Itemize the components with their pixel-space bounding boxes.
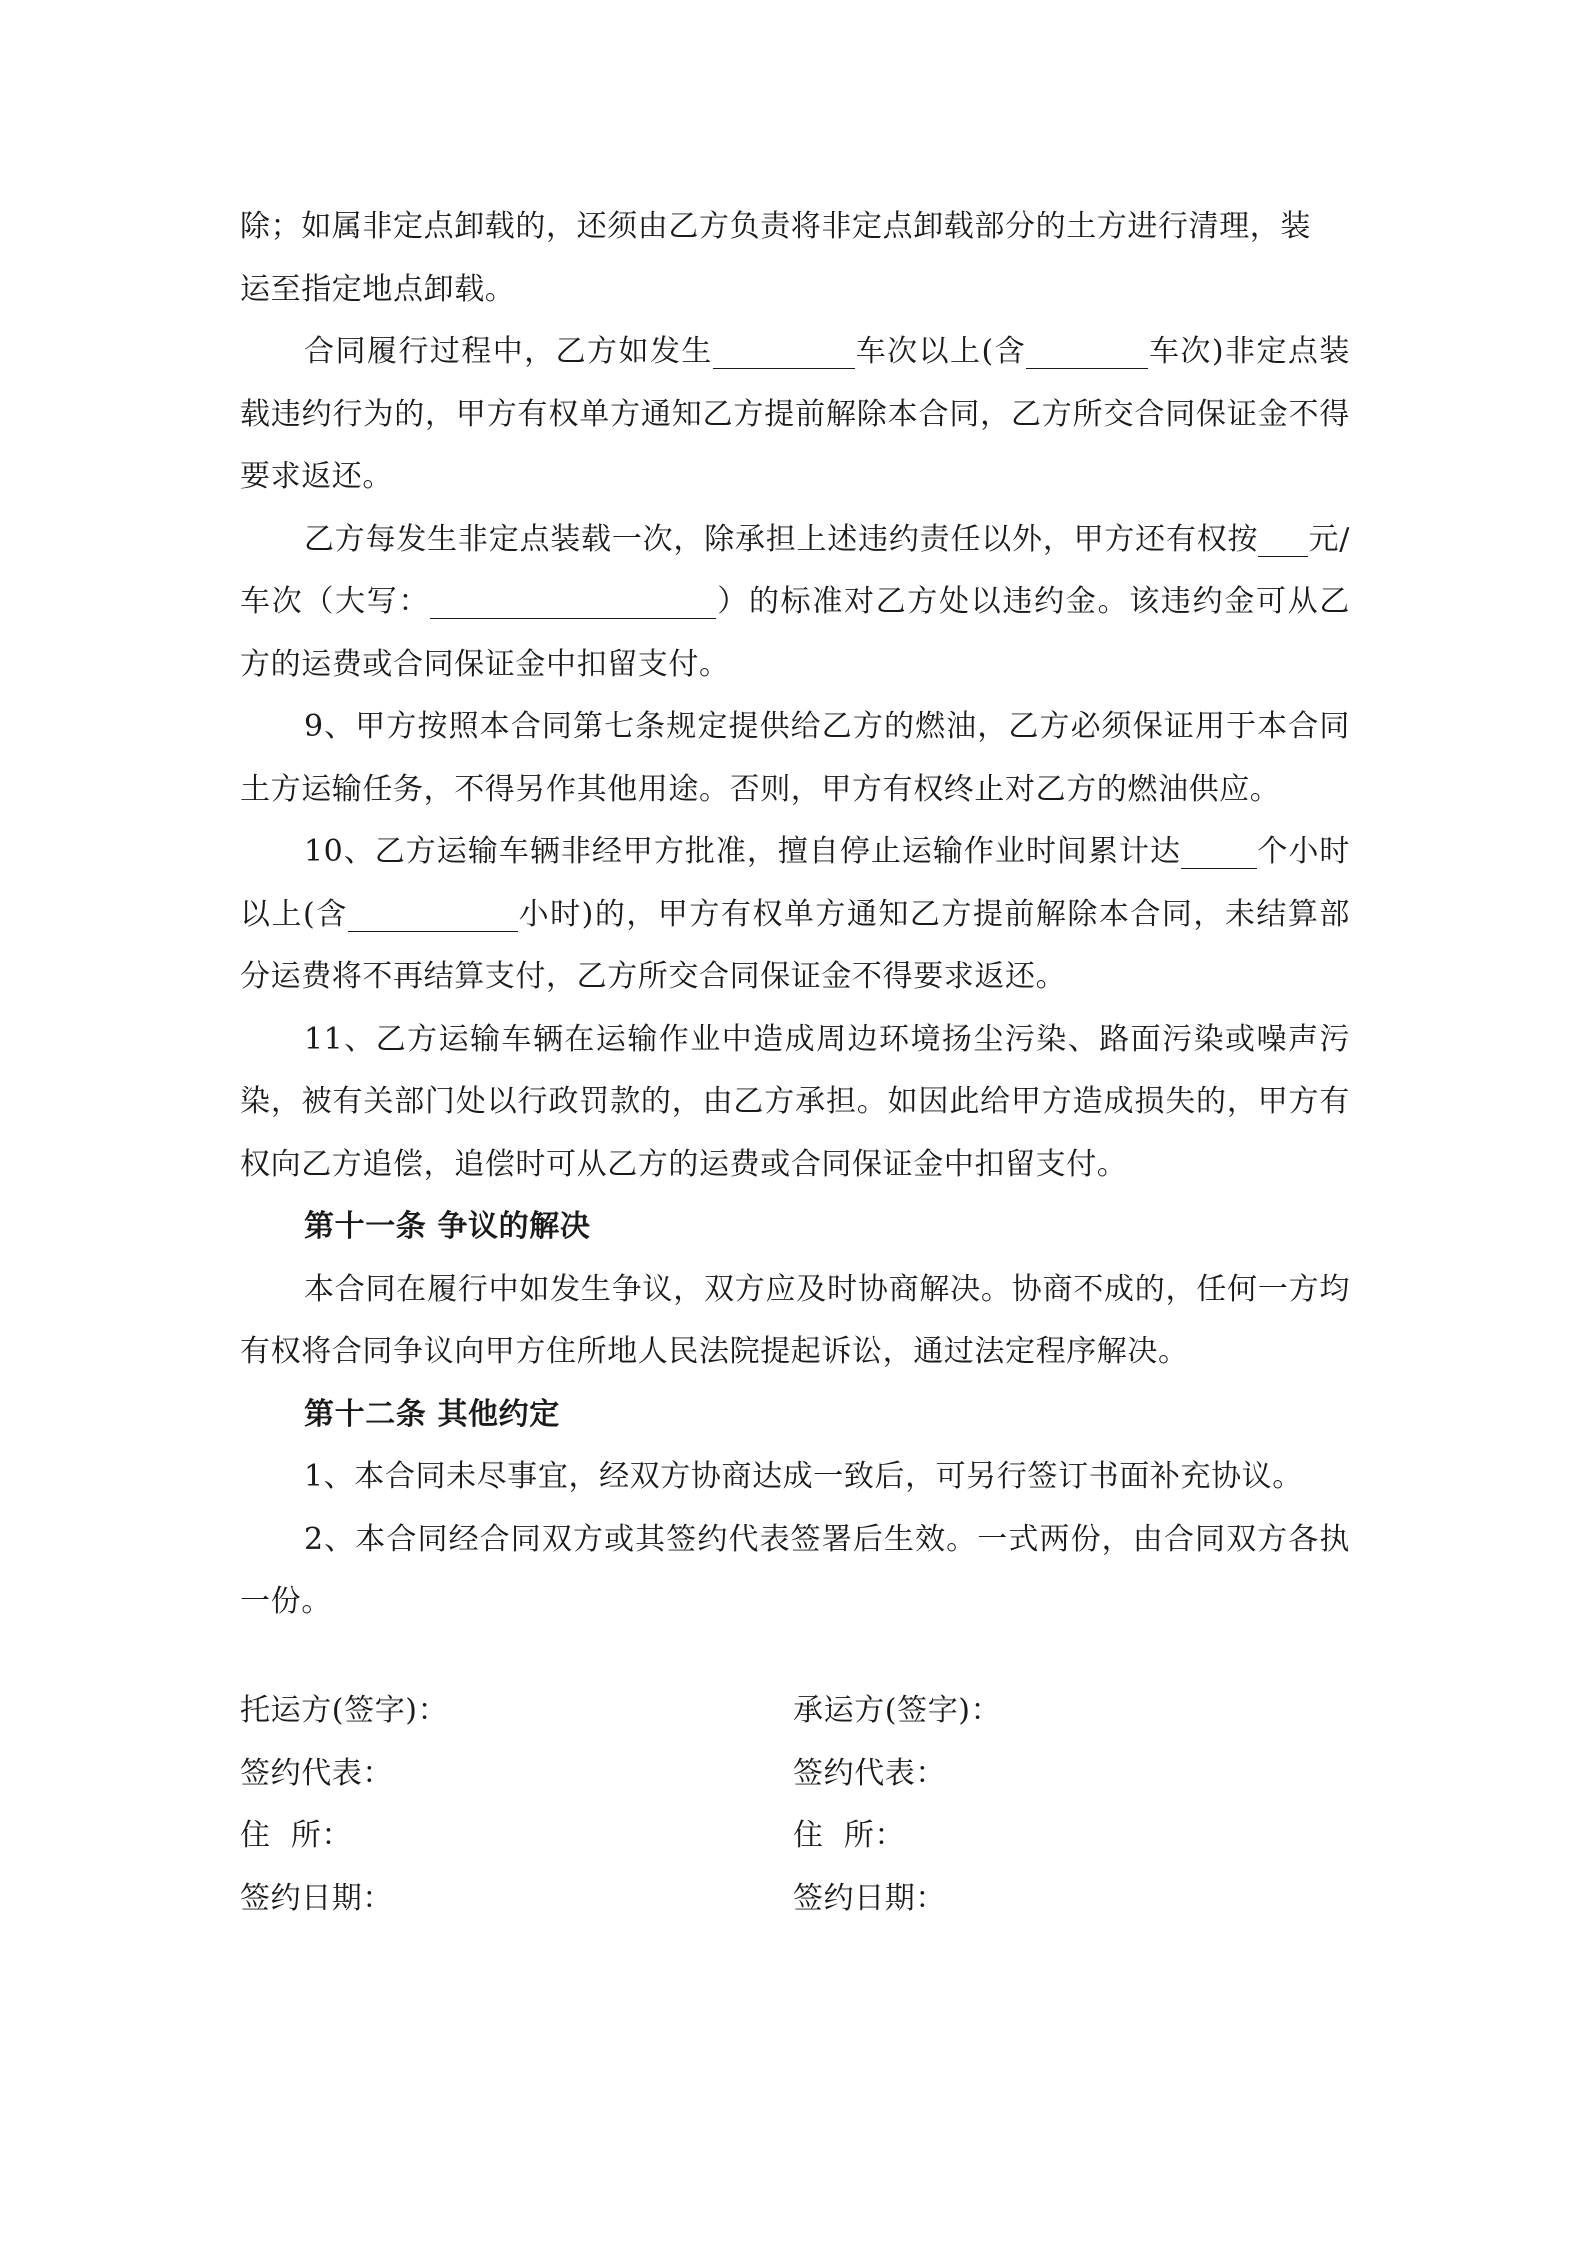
paragraph-text: ）的标准对乙方处以违约金。该违约金可从乙方的运费或合同保证金中扣留支付。: [240, 584, 1350, 682]
shipper-date-label: 签约日期：: [240, 1880, 393, 1916]
carrier-rep-label: 签约代表：: [793, 1755, 946, 1791]
shipper-address-label: 住 所：: [240, 1818, 353, 1853]
carrier-date-label: 签约日期：: [793, 1880, 946, 1916]
paragraph-text: 2、本合同经合同双方或其签约代表签署后生效。一式两份，由合同双方各执一份。: [240, 1521, 1350, 1619]
paragraph-text: 1、本合同未尽事宜，经双方协商达成一致后，可另行签订书面补充协议。: [304, 1459, 1303, 1494]
paragraph-other-2: [240, 1509, 1350, 1634]
paragraph-text: 11、乙方运输车辆在运输作业中造成周边环境扬尘污染、路面污染或噪声污染，被有关部门处以行政罚款的，由乙方承担。如因此给甲方造成损失的，甲方有权向乙方追偿，追偿时可从乙方的运费或合同保证金中扣留支付。: [240, 1021, 1350, 1182]
carrier-signature-label: 承运方(签字)：: [793, 1693, 1002, 1728]
paragraph-unloading-cleanup: [240, 196, 1350, 321]
blank-field: [1181, 834, 1257, 869]
paragraph-dispute-resolution: [240, 1259, 1350, 1384]
paragraph-text: 车次)非定点装载违约行为的，甲方有权单方通知乙方提前解除本合同，乙方所交合同保证金不得要求返还。: [240, 334, 1350, 494]
contract-body: [240, 196, 1350, 1634]
paragraph-clause-9: [240, 696, 1350, 821]
signature-row-address: [240, 1805, 1350, 1868]
blank-field: [1258, 522, 1308, 557]
heading-article-12: 第十二条 其他约定: [304, 1396, 560, 1432]
carrier-address-label: 住 所：: [793, 1818, 906, 1853]
paragraph-text: 10、乙方运输车辆非经甲方批准，擅自停止运输作业时间累计达: [304, 834, 1181, 869]
paragraph-loading-violation: [240, 321, 1350, 509]
signature-block: [240, 1680, 1350, 1930]
paragraph-text: 合同履行过程中，乙方如发生: [304, 334, 713, 369]
paragraph-penalty-per-trip: [240, 509, 1350, 697]
paragraph-text: 乙方每发生非定点装载一次，除承担上述违约责任以外，甲方还有权按: [304, 521, 1259, 557]
paragraph-text: 元/车次（大写：: [240, 521, 1350, 619]
signature-row-party: [240, 1680, 1350, 1743]
blank-field: [1026, 334, 1148, 369]
paragraph-text: 车次以上(含: [854, 334, 1027, 369]
blank-field: [348, 897, 518, 932]
signature-row-date: [240, 1868, 1350, 1931]
paragraph-text: 本合同在履行中如发生争议，双方应及时协商解决。协商不成的，任何一方均有权将合同争议向甲方住所地人民法院提起诉讼，通过法定程序解决。: [240, 1271, 1350, 1369]
blank-field: [713, 334, 855, 369]
heading-article-11: 第十一条 争议的解决: [304, 1209, 591, 1244]
paragraph-other-1: [240, 1446, 1350, 1509]
blank-field: [430, 584, 716, 619]
shipper-rep-label: 签约代表：: [240, 1755, 393, 1791]
paragraph-text: 个小时以上(含: [240, 834, 1350, 932]
shipper-signature-label: 托运方(签字)：: [240, 1693, 449, 1728]
paragraph-clause-11: [240, 1009, 1350, 1197]
paragraph-text: 小时)的，甲方有权单方通知乙方提前解除本合同，未结算部分运费将不再结算支付，乙方所交合同保证金不得要求返还。: [240, 896, 1350, 994]
paragraph-text: 9、甲方按照本合同第七条规定提供给乙方的燃油，乙方必须保证用于本合同土方运输任务，不得另作其他用途。否则，甲方有权终止对乙方的燃油供应。: [240, 709, 1350, 807]
paragraph-text: 运至指定地点卸载。: [240, 271, 516, 307]
paragraph-text: 除；如属非定点卸载的，还须由乙方负责将非定点卸载部分的土方进行清理，装: [240, 209, 1311, 244]
paragraph-clause-10: [240, 821, 1350, 1009]
signature-row-rep: [240, 1743, 1350, 1806]
